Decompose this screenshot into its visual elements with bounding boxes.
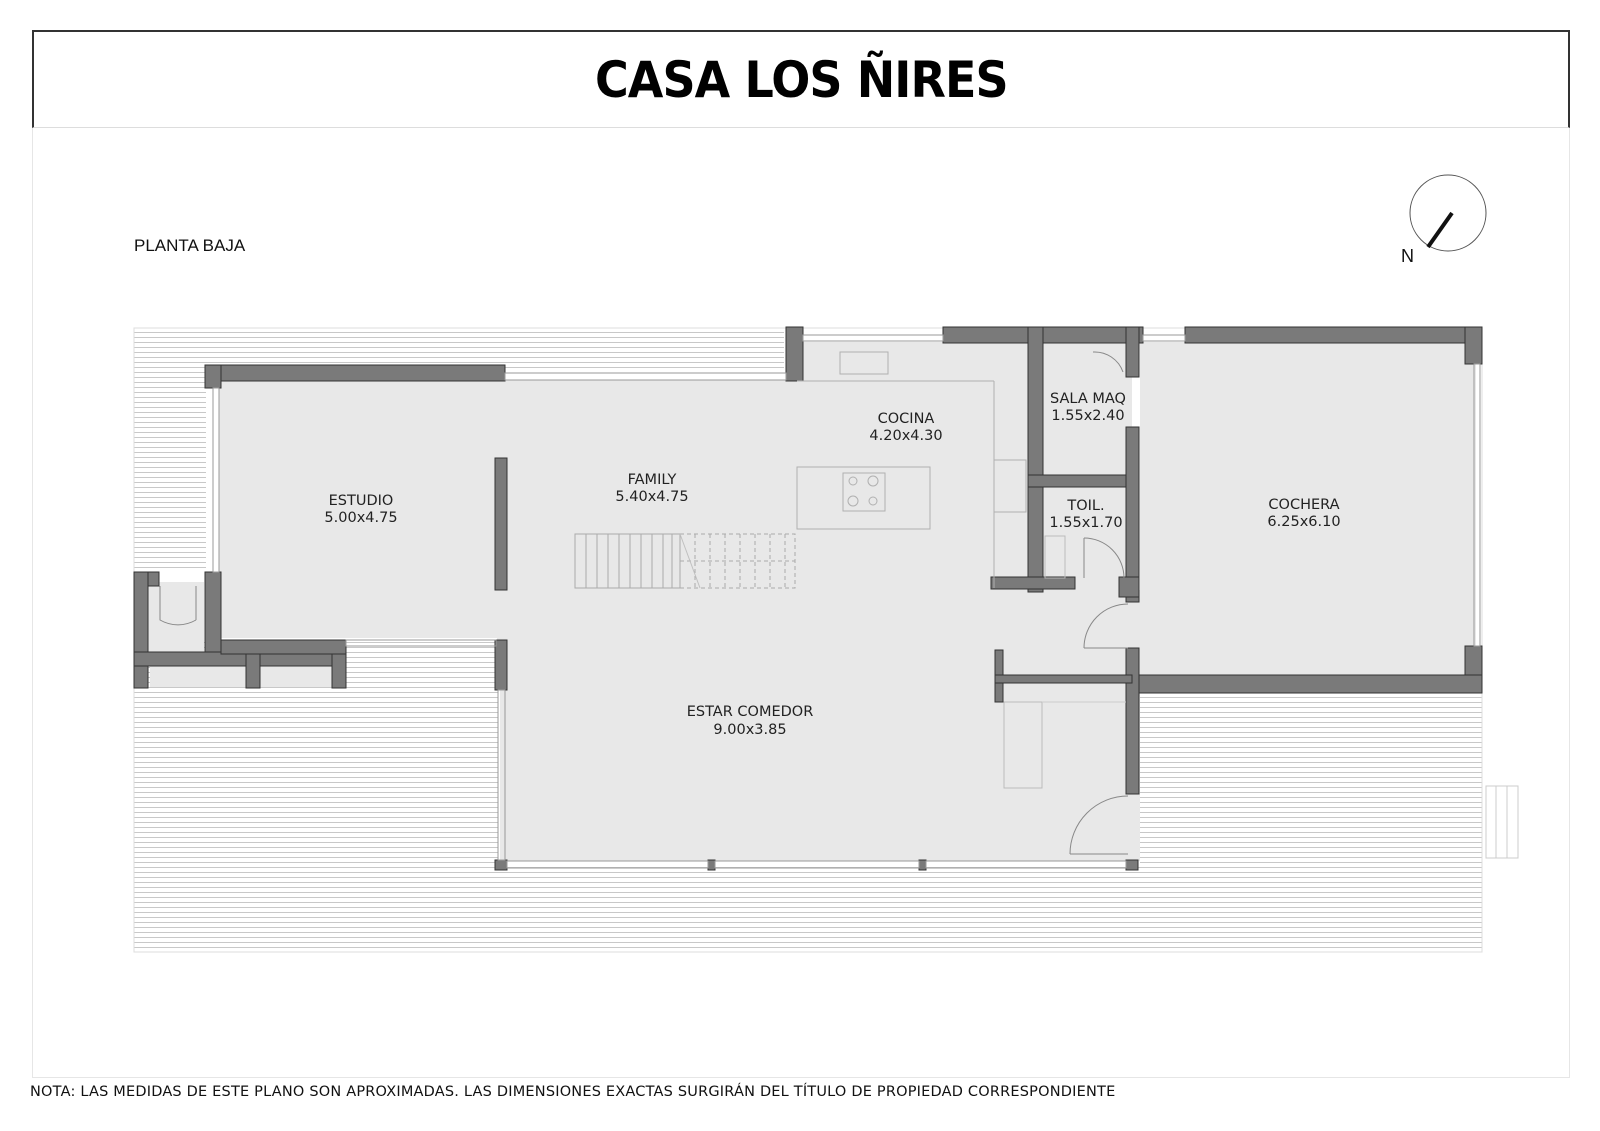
plan-title: CASA LOS ÑIRES [594,50,1008,109]
room-name-sala-maq: SALA MAQ [1050,391,1126,407]
deck-steps [1486,786,1518,858]
room-name-cochera: COCHERA [1268,497,1340,513]
room-dim-sala-maq: 1.55x2.40 [1051,408,1125,424]
floor-label: PLANTA BAJA [134,236,246,255]
deck-bottom-right [1140,690,1482,886]
room-dim-family: 5.40x4.75 [615,489,689,505]
room-dim-toilette: 1.55x1.70 [1049,515,1123,531]
room-dim-estudio: 5.00x4.75 [324,510,398,526]
room-name-estar-comedor: ESTAR COMEDOR [686,704,814,720]
room-dim-cochera: 6.25x6.10 [1267,514,1341,530]
room-dim-estar-comedor: 9.00x3.85 [713,722,787,738]
room-name-family: FAMILY [627,472,677,488]
deck-left [134,372,206,572]
deck-bottom-strip [134,866,1482,952]
room-dim-cocina: 4.20x4.30 [869,428,943,444]
disclaimer-note: NOTA: LAS MEDIDAS DE ESTE PLANO SON APROXIMADAS. LAS DIMENSIONES EXACTAS SURGIRÁN DEL TÍTULO DE PROPIEDAD CORRESPONDIENTE [30,1084,1116,1100]
north-arrow-icon [1410,175,1486,251]
room-name-toilette: TOIL. [1067,498,1105,514]
north-letter: N [1401,246,1414,266]
room-name-estudio: ESTUDIO [328,493,394,509]
room-name-cocina: COCINA [877,411,935,427]
